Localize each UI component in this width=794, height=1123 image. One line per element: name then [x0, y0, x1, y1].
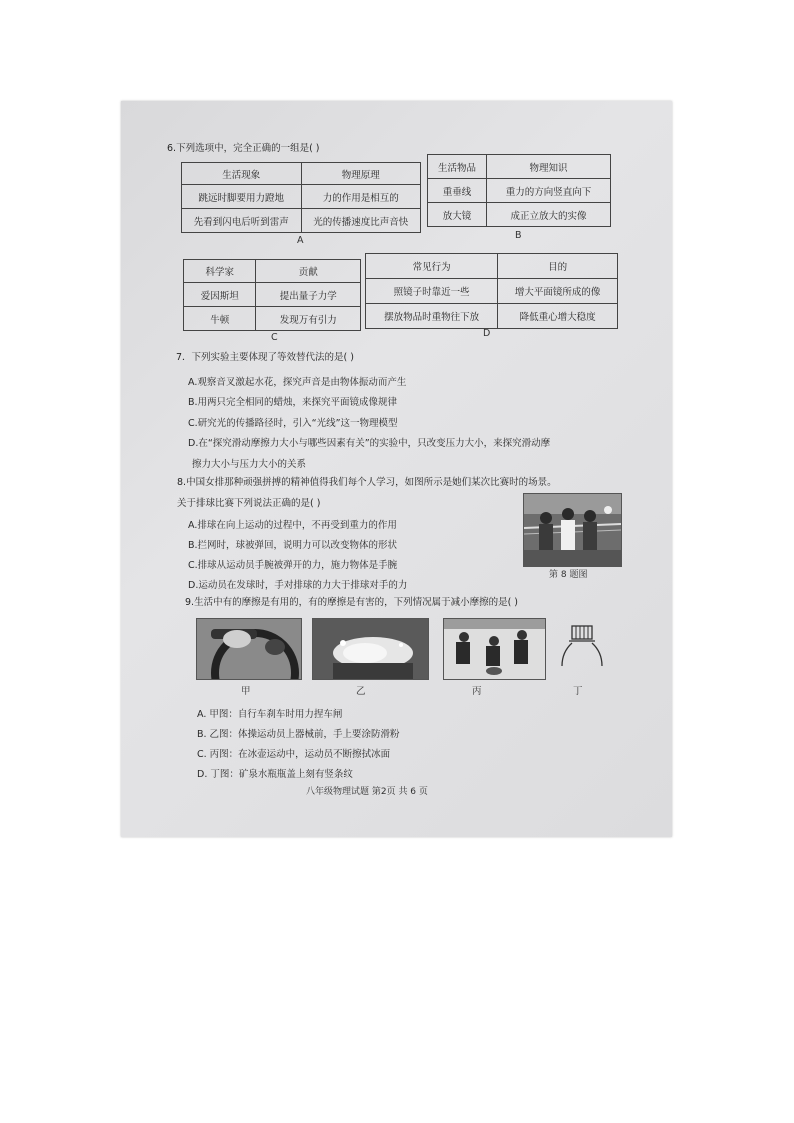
table-a-header-2: 物理原理: [301, 163, 421, 185]
image-label-jia: 甲: [241, 686, 251, 697]
table-c-cell: 发现万有引力: [256, 307, 361, 331]
image-label-ding: 丁: [573, 686, 583, 697]
table-d-cell: 摆放物品时重物往下放: [366, 304, 498, 329]
table-b-cell: 重垂线: [428, 179, 487, 203]
table-d-cell: 照镜子时靠近一些: [366, 279, 498, 304]
table-a-cell: 力的作用是相互的: [301, 185, 421, 209]
question-7-option-a: A.观察音叉激起水花，探究声音是由物体振动而产生: [188, 377, 407, 388]
question-9-option-b: B. 乙图：体操运动员上器械前，手上要涂防滑粉: [197, 729, 400, 740]
question-9-option-c: C. 丙图：在冰壶运动中，运动员不断擦拭冰面: [197, 749, 391, 760]
table-b-header-1: 生活物品: [428, 155, 487, 179]
bicycle-brake-photo: [196, 618, 302, 680]
question-8-option-d: D.运动员在发球时，手对排球的力大于排球对手的力: [188, 580, 408, 591]
table-c-cell: 爱因斯坦: [184, 283, 256, 307]
question-9-option-a: A. 甲图：自行车刹车时用力捏车闸: [197, 709, 343, 720]
image-label-bing: 丙: [472, 686, 482, 697]
table-c-header-1: 科学家: [184, 260, 256, 283]
curling-sweeping-photo: [443, 618, 546, 680]
table-b-cell: 重力的方向竖直向下: [486, 179, 610, 203]
volleyball-photo: [523, 493, 622, 567]
table-a-cell: 光的传播速度比声音快: [301, 209, 421, 233]
table-a-cell: 跳远时脚要用力蹬地: [182, 185, 302, 209]
page-footer: 八年级物理试题 第2页 共 6 页: [306, 787, 428, 797]
table-b-cell: 放大镜: [428, 203, 487, 227]
question-7-stem: 7．下列实验主要体现了等效替代法的是( ): [176, 352, 354, 363]
bottle-cap-diagram: [559, 624, 605, 668]
figure-8-caption: 第 8 题图: [549, 570, 588, 580]
gymnast-chalk-photo: [312, 618, 429, 680]
table-a-header-1: 生活现象: [182, 163, 302, 185]
question-9-option-d: D. 丁图：矿泉水瓶瓶盖上刻有竖条纹: [197, 769, 353, 780]
table-d: [365, 253, 618, 329]
question-8-stem: 8.中国女排那种顽强拼搏的精神值得我们每个人学习，如图所示是她们某次比赛时的场景。: [177, 477, 557, 488]
table-a-label: A: [297, 235, 304, 246]
table-d-header-1: 常见行为: [366, 254, 498, 279]
question-6-stem: 6.下列选项中，完全正确的一组是( ): [167, 143, 320, 154]
question-8-option-c: C.排球从运动员手腕被弹开的力，施力物体是手腕: [188, 560, 398, 571]
table-b-cell: 成正立放大的实像: [486, 203, 610, 227]
table-d-label: D: [483, 328, 491, 339]
exam-page: [121, 101, 672, 837]
table-b-label: B: [515, 230, 522, 241]
table-c: [183, 259, 361, 331]
question-8-stem-2: 关于排球比赛下列说法正确的是( ): [177, 498, 321, 509]
question-7-option-b: B.用两只完全相同的蜡烛，来探究平面镜成像规律: [188, 397, 398, 408]
question-9-stem: 9.生活中有的摩擦是有用的，有的摩擦是有害的，下列情况属于减小摩擦的是( ): [185, 597, 518, 608]
table-c-label: C: [271, 332, 278, 343]
table-d-cell: 降低重心增大稳度: [498, 304, 618, 329]
table-a-cell: 先看到闪电后听到雷声: [182, 209, 302, 233]
table-a: [181, 162, 421, 233]
table-d-header-2: 目的: [498, 254, 618, 279]
table-c-cell: 提出量子力学: [256, 283, 361, 307]
table-b: [427, 154, 611, 227]
table-c-header-2: 贡献: [256, 260, 361, 283]
table-b-header-2: 物理知识: [486, 155, 610, 179]
question-7-option-c: C.研究光的传播路径时，引入“光线”这一物理模型: [188, 418, 398, 429]
table-c-cell: 牛顿: [184, 307, 256, 331]
question-7-option-d-continued: 擦力大小与压力大小的关系: [192, 459, 307, 470]
image-label-yi: 乙: [356, 686, 366, 697]
question-7-option-d: D.在“探究滑动摩擦力大小与哪些因素有关”的实验中，只改变压力大小，来探究滑动摩: [188, 438, 551, 449]
table-d-cell: 增大平面镜所成的像: [498, 279, 618, 304]
question-8-option-b: B.拦网时，球被弹回，说明力可以改变物体的形状: [188, 540, 398, 551]
question-8-option-a: A.排球在向上运动的过程中，不再受到重力的作用: [188, 520, 397, 531]
